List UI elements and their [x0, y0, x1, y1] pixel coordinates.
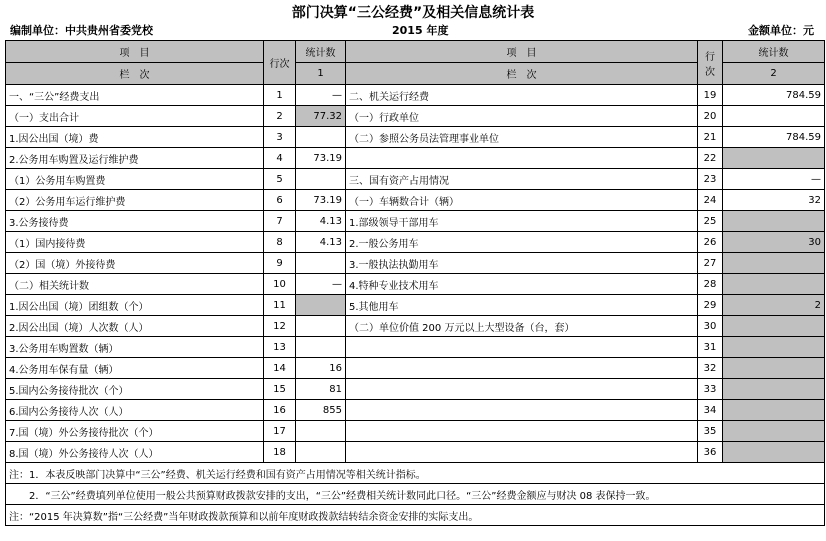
table-row: [6, 169, 825, 190]
header-col2: 2: [723, 63, 825, 85]
row-right-no: 28: [698, 274, 723, 295]
table-row: [6, 421, 825, 442]
row-left-no: 5: [264, 169, 296, 190]
row-right-no: 25: [698, 211, 723, 232]
row-right-no: 22: [698, 148, 723, 169]
header-rowno-right: 行次: [698, 41, 723, 85]
row-right-no: 26: [698, 232, 723, 253]
row-left-value: —: [296, 85, 346, 106]
row-left-label: 7.国（境）外公务接待批次（个）: [6, 421, 264, 442]
row-right-no: 21: [698, 127, 723, 148]
row-right-no: 19: [698, 85, 723, 106]
row-left-label: 3.公务接待费: [6, 211, 264, 232]
row-right-label: （一）车辆数合计（辆）: [346, 190, 698, 211]
header-col-right: 栏 次: [346, 63, 698, 85]
row-left-value: [296, 169, 346, 190]
row-left-label: （二）相关统计数: [6, 274, 264, 295]
row-left-label: 8.国（境）外公务接待人次（人）: [6, 442, 264, 463]
row-left-label: （2）国（境）外接待费: [6, 253, 264, 274]
row-right-label: 1.部级领导干部用车: [346, 211, 698, 232]
stats-table: [5, 40, 825, 526]
row-left-no: 11: [264, 295, 296, 316]
row-right-value: 784.59: [723, 85, 825, 106]
row-right-label: 三、国有资产占用情况: [346, 169, 698, 190]
row-right-no: 36: [698, 442, 723, 463]
table-row: [6, 211, 825, 232]
row-left-value: 855: [296, 400, 346, 421]
row-left-no: 8: [264, 232, 296, 253]
table-row: [6, 379, 825, 400]
row-right-no: 30: [698, 316, 723, 337]
table-row: [6, 106, 825, 127]
row-left-no: 15: [264, 379, 296, 400]
note-row: [6, 484, 825, 505]
row-right-label: [346, 358, 698, 379]
row-right-label: 二、机关运行经费: [346, 85, 698, 106]
row-left-label: （2）公务用车运行维护费: [6, 190, 264, 211]
row-right-no: 29: [698, 295, 723, 316]
year-label: 2015 年度: [392, 24, 449, 37]
row-left-value: [296, 421, 346, 442]
row-right-value: [723, 337, 825, 358]
row-right-value: [723, 274, 825, 295]
row-right-label: （二）单位价值 200 万元以上大型设备（台，套）: [346, 316, 698, 337]
row-left-label: 4.公务用车保有量（辆）: [6, 358, 264, 379]
table-row: [6, 127, 825, 148]
row-left-value: 16: [296, 358, 346, 379]
row-right-no: 27: [698, 253, 723, 274]
row-left-value: [296, 337, 346, 358]
row-left-no: 4: [264, 148, 296, 169]
row-right-label: 5.其他用车: [346, 295, 698, 316]
header-col-left: 栏 次: [6, 63, 264, 85]
row-right-value: [723, 379, 825, 400]
row-right-label: [346, 421, 698, 442]
row-left-no: 2: [264, 106, 296, 127]
row-right-value: 2: [723, 295, 825, 316]
row-right-value: —: [723, 169, 825, 190]
row-left-value: 4.13: [296, 211, 346, 232]
table-row: [6, 253, 825, 274]
row-left-no: 13: [264, 337, 296, 358]
row-left-no: 14: [264, 358, 296, 379]
row-left-no: 18: [264, 442, 296, 463]
row-right-no: 23: [698, 169, 723, 190]
row-left-value: [296, 253, 346, 274]
row-right-label: [346, 379, 698, 400]
row-left-value: 73.19: [296, 190, 346, 211]
note-row: [6, 505, 825, 526]
header-rowno-left: 行次: [264, 41, 296, 85]
table-row: [6, 85, 825, 106]
table-row: [6, 337, 825, 358]
table-row: [6, 358, 825, 379]
row-left-label: 3.公务用车购置数（辆）: [6, 337, 264, 358]
row-left-value: [296, 127, 346, 148]
row-right-no: 24: [698, 190, 723, 211]
row-right-value: [723, 358, 825, 379]
row-left-label: 1.因公出国（境）团组数（个）: [6, 295, 264, 316]
row-left-label: 1.因公出国（境）费: [6, 127, 264, 148]
row-left-no: 6: [264, 190, 296, 211]
row-left-label: 2.公务用车购置及运行维护费: [6, 148, 264, 169]
note-text: 2．“三公”经费填列单位使用一般公共预算财政拨款安排的支出，“三公”经费相关统计数同此口径。“三公”经费金额应与财决 08 表保持一致。: [6, 484, 825, 505]
row-right-no: 31: [698, 337, 723, 358]
row-left-value: 4.13: [296, 232, 346, 253]
row-left-label: 6.国内公务接待人次（人）: [6, 400, 264, 421]
row-right-no: 34: [698, 400, 723, 421]
row-right-value: [723, 421, 825, 442]
row-right-label: [346, 148, 698, 169]
row-left-value: [296, 295, 346, 316]
header-item-left: 项 目: [6, 41, 264, 63]
row-right-label: [346, 442, 698, 463]
note-text: 注：1．本表反映部门决算中“三公”经费、机关运行经费和国有资产占用情况等相关统计指标。: [6, 463, 825, 484]
row-right-value: [723, 316, 825, 337]
row-left-value: [296, 442, 346, 463]
row-left-label: 2.因公出国（境）人次数（人）: [6, 316, 264, 337]
row-right-label: [346, 337, 698, 358]
row-left-value: —: [296, 274, 346, 295]
row-right-label: 3.一般执法执勤用车: [346, 253, 698, 274]
row-left-value: 81: [296, 379, 346, 400]
row-left-no: 9: [264, 253, 296, 274]
table-row: [6, 400, 825, 421]
org-label: 编制单位：中共贵州省委党校: [10, 24, 153, 37]
unit-label: 金额单位：元: [748, 24, 814, 37]
row-right-value: [723, 253, 825, 274]
row-right-label: 4.特种专业技术用车: [346, 274, 698, 295]
row-right-no: 35: [698, 421, 723, 442]
row-left-label: 一、“三公”经费支出: [6, 85, 264, 106]
table-row: [6, 190, 825, 211]
header-row: [6, 41, 825, 63]
page-title: 部门决算“三公经费”及相关信息统计表: [291, 5, 535, 21]
table-row: [6, 442, 825, 463]
row-left-label: （1）公务用车购置费: [6, 169, 264, 190]
note-row: [6, 463, 825, 484]
row-right-value: [723, 400, 825, 421]
row-left-no: 12: [264, 316, 296, 337]
row-right-label: [346, 400, 698, 421]
table-row: [6, 316, 825, 337]
row-left-no: 7: [264, 211, 296, 232]
table-row: [6, 274, 825, 295]
row-right-value: 784.59: [723, 127, 825, 148]
header-item-right: 项 目: [346, 41, 698, 63]
row-right-no: 33: [698, 379, 723, 400]
header-stat-left: 统计数: [296, 41, 346, 63]
row-left-no: 1: [264, 85, 296, 106]
header-col1: 1: [296, 63, 346, 85]
row-left-label: （1）国内接待费: [6, 232, 264, 253]
row-left-no: 16: [264, 400, 296, 421]
row-left-no: 17: [264, 421, 296, 442]
row-left-no: 10: [264, 274, 296, 295]
table-row: [6, 232, 825, 253]
row-right-value: 30: [723, 232, 825, 253]
row-left-value: [296, 316, 346, 337]
header-stat-right: 统计数: [723, 41, 825, 63]
row-left-label: 5.国内公务接待批次（个）: [6, 379, 264, 400]
row-right-value: [723, 148, 825, 169]
row-left-value: 77.32: [296, 106, 346, 127]
row-right-label: 2.一般公务用车: [346, 232, 698, 253]
row-right-label: （一）行政单位: [346, 106, 698, 127]
table-row: [6, 295, 825, 316]
row-left-label: （一）支出合计: [6, 106, 264, 127]
table-row: [6, 148, 825, 169]
row-right-label: （二）参照公务员法管理事业单位: [346, 127, 698, 148]
row-right-value: [723, 442, 825, 463]
row-right-no: 32: [698, 358, 723, 379]
row-left-value: 73.19: [296, 148, 346, 169]
row-left-no: 3: [264, 127, 296, 148]
row-right-value: 32: [723, 190, 825, 211]
row-right-value: [723, 211, 825, 232]
row-right-no: 20: [698, 106, 723, 127]
note-text: 注：“2015 年决算数”指“三公经费”当年财政拨款预算和以前年度财政拨款结转结余资金安排的实际支出。: [6, 505, 825, 526]
row-right-value: [723, 106, 825, 127]
